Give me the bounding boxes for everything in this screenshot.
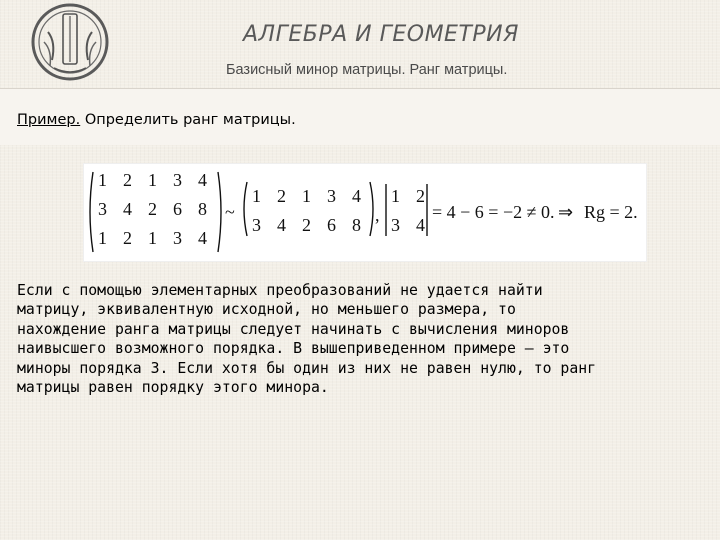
formula-svg bbox=[84, 164, 646, 261]
paragraph-line: матрицы равен порядку этого минора. bbox=[17, 379, 329, 397]
matrix-a-cell: 1 bbox=[98, 228, 107, 248]
implies-sign: ⇒ bbox=[558, 202, 574, 222]
matrix-b-cell: 4 bbox=[352, 186, 361, 206]
matrix-b-cell: 1 bbox=[302, 186, 311, 206]
bracket-right-b bbox=[370, 182, 373, 236]
paragraph-line: нахождение ранга матрицы следует начинать с вычисления миноров bbox=[17, 320, 570, 338]
example-label: Пример. bbox=[17, 112, 81, 128]
explanation-paragraph bbox=[17, 281, 707, 397]
matrix-a-cell: 6 bbox=[173, 199, 182, 219]
equiv-sign: ~ bbox=[225, 202, 235, 222]
matrix-a-cell: 4 bbox=[198, 228, 207, 248]
matrix-a-cell: 3 bbox=[173, 228, 182, 248]
minor-cell: 1 bbox=[391, 186, 400, 206]
matrix-a-cell: 3 bbox=[173, 170, 182, 190]
matrix-a-cell: 2 bbox=[123, 170, 132, 190]
minor-cell: 2 bbox=[416, 186, 425, 206]
matrix-b-cell: 4 bbox=[277, 215, 286, 235]
bracket-left-b bbox=[244, 182, 247, 236]
matrix-a-cell: 1 bbox=[98, 170, 107, 190]
paragraph-line: наивысшего возможного порядка. В вышеприведенном примере – это bbox=[17, 340, 570, 358]
matrix-a-cell: 1 bbox=[148, 228, 157, 248]
rank-result: Rg = 2. bbox=[584, 202, 638, 222]
example-heading bbox=[17, 112, 296, 128]
minor-matrix bbox=[391, 186, 425, 235]
matrix-b-cell: 1 bbox=[252, 186, 261, 206]
paragraph-line: Если с помощью элементарных преобразований не удается найти bbox=[17, 282, 543, 299]
matrix-a-cell: 2 bbox=[123, 228, 132, 248]
minor-cell: 3 bbox=[391, 215, 400, 235]
comma: , bbox=[375, 205, 380, 225]
page-subtitle: Базисный минор матрицы. Ранг матрицы. bbox=[226, 62, 508, 78]
matrix-a-cell: 3 bbox=[98, 199, 107, 219]
formula-image bbox=[83, 163, 647, 262]
paragraph-line: миноры порядка 3. Если хотя бы один из них не равен нулю, то ранг bbox=[17, 359, 597, 377]
example-text: Определить ранг матрицы. bbox=[80, 112, 296, 128]
matrix-b-cell: 8 bbox=[352, 215, 361, 235]
matrix-a-cell: 1 bbox=[148, 170, 157, 190]
bracket-right-a bbox=[218, 172, 221, 252]
matrix-b-cell: 6 bbox=[327, 215, 336, 235]
matrix-a-cell: 8 bbox=[198, 199, 207, 219]
matrix-a-cell: 2 bbox=[148, 199, 157, 219]
university-seal-icon bbox=[30, 2, 110, 82]
minor-cell: 4 bbox=[416, 215, 425, 235]
page-title: АЛГЕБРА И ГЕОМЕТРИЯ bbox=[243, 22, 519, 47]
matrix-a-cell: 4 bbox=[198, 170, 207, 190]
matrix-b-cell: 3 bbox=[327, 186, 336, 206]
matrix-a-cell: 4 bbox=[123, 199, 132, 219]
bracket-left-a bbox=[90, 172, 93, 252]
matrix-a bbox=[98, 170, 207, 248]
minor-evaluation: = 4 − 6 = −2 ≠ 0. bbox=[432, 202, 555, 222]
matrix-b-cell: 2 bbox=[277, 186, 286, 206]
matrix-b-cell: 3 bbox=[252, 215, 261, 235]
paragraph-line: матрицу, эквивалентную исходной, но меньшего размера, то bbox=[17, 301, 516, 319]
matrix-b-cell: 2 bbox=[302, 215, 311, 235]
matrix-b bbox=[252, 186, 361, 235]
